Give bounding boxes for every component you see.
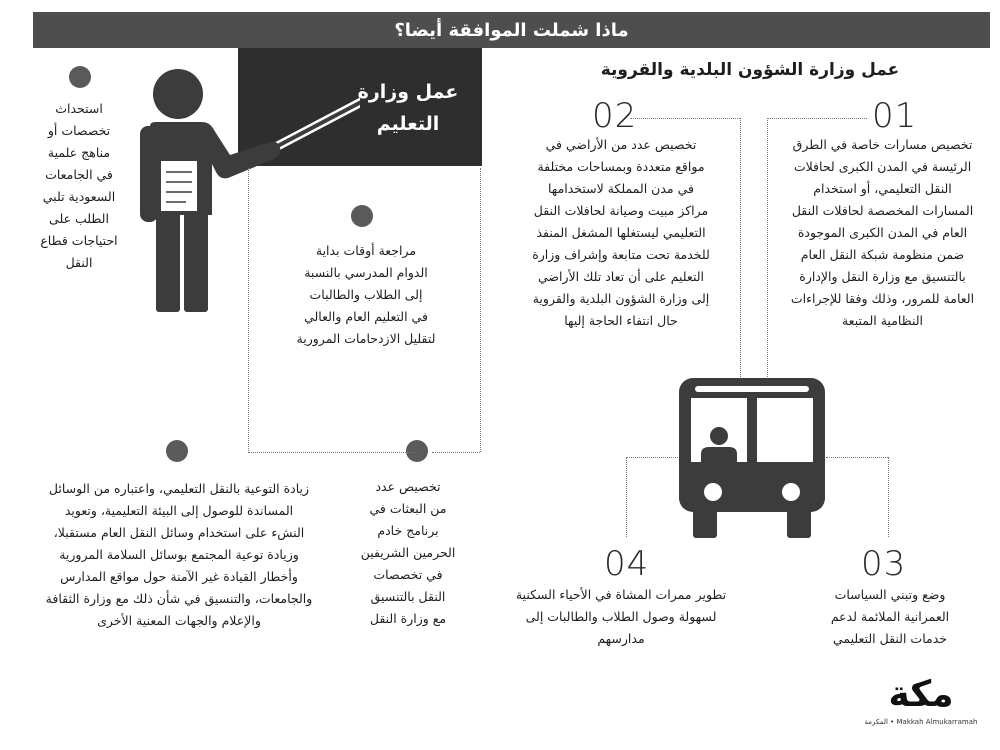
item-03-text — [800, 584, 980, 650]
text-line: النشء على استخدام وسائل النقل العام مستقبلا، — [53, 525, 305, 540]
connector-line — [826, 457, 888, 458]
text-line: وضع وتبني السياسات — [834, 587, 946, 602]
text-line: مع وزارة النقل — [369, 611, 447, 626]
logo-mark: مكة — [888, 674, 954, 715]
text-line: العام في المدن الكبرى الموجودة — [797, 225, 968, 240]
connector-line — [248, 452, 416, 453]
connector-line — [888, 457, 889, 537]
text-line: للخدمة تحت متابعة وإشراف وزارة — [532, 247, 710, 262]
item-02-text — [505, 134, 737, 332]
text-line: احتياجات قطاع — [40, 233, 118, 248]
text-line: حال انتفاء الحاجة إليها — [564, 313, 678, 328]
connector-line — [767, 118, 867, 119]
logo-subtitle: Makkah Almukarramah • المكرمة — [864, 718, 978, 726]
edu-curricula-text — [33, 98, 125, 274]
text-line: النقل التعليمي، أو استخدام — [813, 181, 952, 196]
connector-line — [432, 452, 480, 453]
text-line: مناهج علمية — [47, 145, 111, 160]
bullet-dot-icon — [166, 440, 188, 462]
edu-awareness-text — [16, 478, 342, 632]
text-line: تخصيص مسارات خاصة في الطرق — [792, 137, 973, 152]
bus-icon — [677, 374, 827, 542]
text-line: في تخصصات — [373, 567, 443, 582]
text-line: مراجعة أوقات بداية — [315, 243, 417, 258]
text-line: استحداث — [55, 101, 103, 116]
edu-times-text — [268, 240, 464, 350]
text-line: الطلب على — [49, 211, 109, 226]
text-line: العمرانية الملائمة لدعم — [830, 609, 950, 624]
text-line: لتقليل الازدحامات المرورية — [296, 331, 436, 346]
connector-line — [248, 168, 249, 453]
item-number-02: 02 — [592, 96, 638, 136]
text-line: في الجامعات — [45, 167, 113, 182]
item-01-text — [770, 134, 995, 332]
bullet-dot-icon — [69, 66, 91, 88]
text-line: إلى الطلاب والطالبات — [309, 287, 423, 302]
connector-line — [480, 168, 481, 452]
edu-scholarship-text — [348, 476, 468, 630]
item-number-04: 04 — [604, 544, 650, 584]
text-line: في التعليم العام والعالي — [304, 309, 428, 324]
text-line: التعليم على أن تعاد تلك الأراضي — [537, 269, 705, 284]
item-number-01: 01 — [872, 96, 918, 136]
text-line: النقل بالتنسيق — [370, 589, 446, 604]
board-label-line-2: التعليم — [376, 113, 440, 135]
text-line: خدمات النقل التعليمي — [833, 631, 947, 646]
item-number-03: 03 — [861, 544, 907, 584]
text-line: وأخطار القيادة غير الآمنة حول مواقع المدارس — [60, 569, 298, 584]
text-line: المسارات المخصصة لحافلات النقل — [791, 203, 974, 218]
text-line: العامة للمرور، وذلك وفقا للإجراءات — [790, 291, 975, 306]
connector-line — [740, 118, 741, 383]
bullet-dot-icon — [406, 440, 428, 462]
text-line: وزيادة توعية المجتمع بوسائل السلامة المرورية — [59, 547, 299, 562]
text-line: إلى وزارة الشؤون البلدية والقروية — [532, 291, 710, 306]
connector-line — [626, 457, 678, 458]
board-label-line-1: عمل وزارة — [357, 81, 459, 103]
text-line: تخصيص عدد من الأراضي في — [545, 137, 697, 152]
text-line: مدارسهم — [597, 631, 645, 646]
connector-line — [626, 457, 627, 537]
text-line: الحرمين الشريفين — [360, 545, 456, 560]
text-line: والجامعات، والتنسيق في شأن ذلك مع وزارة الثقافة — [45, 591, 313, 606]
bullet-dot-icon — [351, 205, 373, 227]
text-line: تخصيص عدد — [375, 479, 441, 494]
makkah-logo — [856, 672, 986, 742]
text-line: زيادة التوعية بالنقل التعليمي، واعتباره من الوسائل — [48, 481, 310, 496]
text-line: بالتنسيق مع وزارة النقل والإدارة — [799, 269, 966, 284]
text-line: تطوير ممرات المشاة في الأحياء السكنية — [515, 587, 727, 602]
text-line: التعليمي ليستغلها المشغل المنفذ — [536, 225, 706, 240]
header-title: ماذا شملت الموافقة أيضا؟ — [394, 19, 629, 41]
text-line: الرئيسة في المدن الكبرى لحافلات — [793, 159, 972, 174]
text-line: مواقع متعددة وبمساحات مختلفة — [537, 159, 705, 174]
text-line: الدوام المدرسي بالنسبة — [304, 265, 428, 280]
text-line: النقل — [65, 255, 93, 270]
text-line: برنامج خادم — [377, 523, 439, 538]
header-bar — [33, 12, 990, 48]
text-line: من البعثات في — [369, 501, 447, 516]
connector-line — [767, 118, 768, 383]
text-line: في مدن المملكة لاستخدامها — [548, 181, 694, 196]
text-line: تخصصات أو — [47, 123, 111, 138]
text-line: النظامية المتبعة — [841, 313, 924, 328]
municipal-section-title: عمل وزارة الشؤون البلدية والقروية — [600, 60, 900, 80]
text-line: المساندة للوصول إلى البيئة التعليمية، وتعويد — [64, 503, 294, 518]
text-line: السعودية تلبي — [42, 189, 116, 204]
text-line: مراكز مبيت وصيانة لحافلات النقل — [533, 203, 709, 218]
connector-line — [630, 118, 740, 119]
item-04-text — [505, 584, 737, 650]
text-line: لسهولة وصول الطلاب والطالبات إلى — [525, 609, 717, 624]
text-line: والإعلام والجهات المعنية الأخرى — [97, 613, 261, 628]
text-line: ضمن منظومة شبكة النقل العام — [800, 247, 965, 262]
